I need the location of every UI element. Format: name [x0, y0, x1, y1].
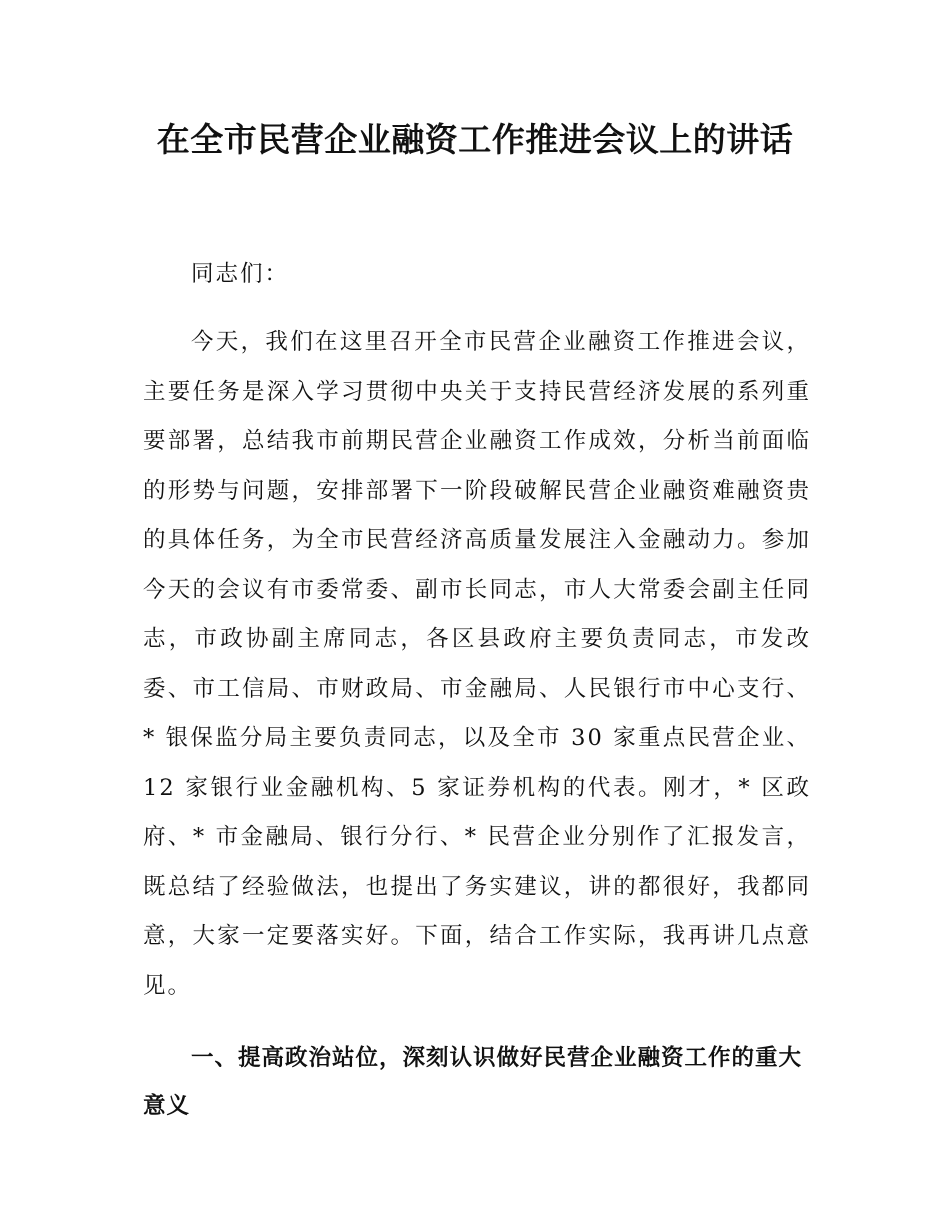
- document-title: 在全市民营企业融资工作推进会议上的讲话: [156, 120, 794, 159]
- body-paragraph: 今天，我们在这里召开全市民营企业融资工作推进会议，主要任务是深入学习贯彻中央关于支持民营经济发展的系列重要部署，总结我市前期民营企业融资工作成效，分析当前面临的形势与问题，安排部署下一阶段破解民营企业融资难融资贵的具体任务，为全市民营经济高质量发展注入金融动力。参加今天的会议有市委常委、副市长同志，市人大常委会副主任同志，市政协副主席同志，各区县政府主要负责同志，市发改委、市工信局、市财政局、市金融局、人民银行市中心支行、* 银保监分局主要负责同志，以及全市 30 家重点民营企业、12 家银行业金融机构、5 家证券机构的代表。刚才，* 区政府、* 市金融局、银行分行、* 民营企业分别作了汇报发言，既总结了经验做法，也提出了务实建议，讲的都很好，我都同意，大家一定要落实好。下面，结合工作实际，我再讲几点意见。: [143, 329, 811, 999]
- section-heading: 一、提高政治站位，深刻认识做好民营企业融资工作的重大意义: [143, 1045, 803, 1119]
- greeting: 同志们：: [191, 261, 290, 287]
